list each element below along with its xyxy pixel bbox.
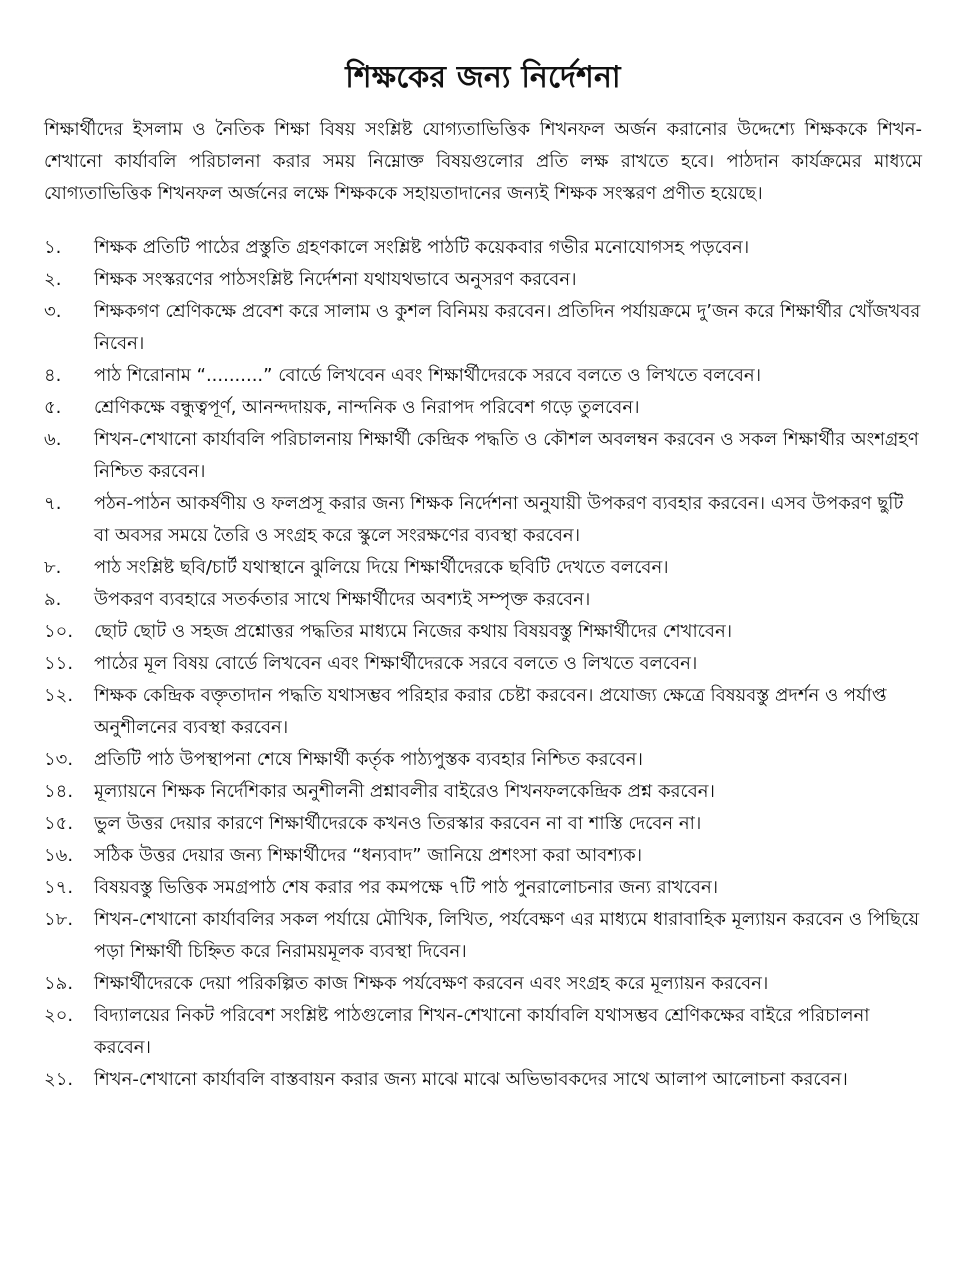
list-item [44, 808, 922, 840]
list-item-number: ১৫. [44, 813, 74, 834]
list-item-text: শিখন-শেখানো কার্যাবলির সকল পর্যায়ে মৌখিক, লিখিত, পর্যবেক্ষণ এর মাধ্যমে ধারাবাহিক মূল্যায়ন করবেন ও পিছিয়ে পড়া শিক্ষার্থী চিহ্নিত করে নিরাময়মূলক ব্যবস্থা দিবেন। [94, 909, 920, 962]
list-item-text: পঠন-পাঠন আকর্ষণীয় ও ফলপ্রসূ করার জন্য শিক্ষক নির্দেশনা অনুযায়ী উপকরণ ব্যবহার করবেন। এসব উপকরণ ছুটি বা অবসর সময়ে তৈরি ও সংগ্রহ করে স্কুলে সংরক্ষণের ব্যবস্থা করবেন। [94, 493, 904, 546]
intro-paragraph: শিক্ষার্থীদের ইসলাম ও নৈতিক শিক্ষা বিষয় সংশ্লিষ্ট যোগ্যতাভিত্তিক শিখনফল অর্জন করানোর উদ্দেশ্যে শিক্ষককে শিখন-শেখানো কার্যাবলি পরিচালনা করার সময় নিম্নোক্ত বিষয়গুলোর প্রতি লক্ষ রাখতে হবে। পাঠদান কার্যক্রমের মাধ্যমে যোগ্যতাভিত্তিক শিখনফল অর্জনের লক্ষে শিক্ষককে সহায়তাদানের জন্যই শিক্ষক সংস্করণ প্রণীত হয়েছে। [44, 119, 922, 204]
list-item-number: ১৮. [44, 909, 74, 930]
list-item-number: ১১. [44, 653, 74, 674]
list-item-number: ১৩. [44, 749, 74, 770]
list-item [44, 296, 922, 360]
list-item-number: ৮. [44, 557, 62, 578]
list-item [44, 648, 922, 680]
list-item [44, 488, 922, 552]
instruction-list [44, 232, 922, 1096]
list-item-text: শিক্ষার্থীদেরকে দেয়া পরিকল্পিত কাজ শিক্ষক পর্যবেক্ষণ করবেন এবং সংগ্রহ করে মূল্যায়ন করবেন। [94, 973, 769, 994]
list-item-number: ২০. [44, 1005, 74, 1026]
list-item [44, 552, 922, 584]
list-item [44, 968, 922, 1000]
list-item-text: পাঠ সংশ্লিষ্ট ছবি/চার্ট যথাস্থানে ঝুলিয়ে দিয়ে শিক্ষার্থীদেরকে ছবিটি দেখতে বলবেন। [94, 557, 669, 578]
list-item-text: শিক্ষক কেন্দ্রিক বক্তৃতাদান পদ্ধতি যথাসম্ভব পরিহার করার চেষ্টা করবেন। প্রযোজ্য ক্ষেত্রে বিষয়বস্তু প্রদর্শন ও পর্যাপ্ত অনুশীলনের ব্যবস্থা করবেন। [94, 685, 887, 738]
list-item [44, 776, 922, 808]
list-item-text: ছোট ছোট ও সহজ প্রশ্নোত্তর পদ্ধতির মাধ্যমে নিজের কথায় বিষয়বস্তু শিক্ষার্থীদের শেখাবেন। [94, 621, 733, 642]
list-item-text: শিক্ষক প্রতিটি পাঠের প্রস্তুতি গ্রহণকালে সংশ্লিষ্ট পাঠটি কয়েকবার গভীর মনোযোগসহ পড়বেন। [94, 237, 750, 258]
page-title: শিক্ষকের জন্য নির্দেশনা [345, 60, 621, 95]
list-item [44, 840, 922, 872]
list-item-text: সঠিক উত্তর দেয়ার জন্য শিক্ষার্থীদের “ধন্যবাদ” জানিয়ে প্রশংসা করা আবশ্যক। [94, 845, 643, 866]
list-item-number: ৭. [44, 493, 62, 514]
list-item [44, 904, 922, 968]
list-item-text: শিখন-শেখানো কার্যাবলি বাস্তবায়ন করার জন্য মাঝে মাঝে অভিভাবকদের সাথে আলাপ আলোচনা করবেন। [94, 1069, 848, 1090]
list-item-number: ৫. [44, 397, 62, 418]
list-item-number: ১০. [44, 621, 74, 642]
list-item [44, 360, 922, 392]
list-item-number: ১৭. [44, 877, 74, 898]
list-item [44, 1064, 922, 1096]
list-item [44, 680, 922, 744]
list-item [44, 264, 922, 296]
list-item [44, 744, 922, 776]
list-item-text: মূল্যায়নে শিক্ষক নির্দেশিকার অনুশীলনী প্রশ্নাবলীর বাইরেও শিখনফলকেন্দ্রিক প্রশ্ন করবেন। [94, 781, 715, 802]
list-item-number: ২১. [44, 1069, 74, 1090]
list-item-number: ১৯. [44, 973, 74, 994]
list-item-number: ১. [44, 237, 62, 258]
list-item-text: বিষয়বস্তু ভিত্তিক সমগ্রপাঠ শেষ করার পর কমপক্ষে ৭টি পাঠ পুনরালোচনার জন্য রাখবেন। [94, 877, 719, 898]
list-item [44, 584, 922, 616]
list-item-text: বিদ্যালয়ের নিকট পরিবেশ সংশ্লিষ্ট পাঠগুলোর শিখন-শেখানো কার্যাবলি যথাসম্ভব শ্রেণিকক্ষের বাইরে পরিচালনা করবেন। [94, 1005, 870, 1058]
list-item-text: পাঠ শিরোনাম “..........” বোর্ডে লিখবেন এবং শিক্ষার্থীদেরকে সরবে বলতে ও লিখতে বলবেন। [94, 365, 762, 386]
list-item-text: পাঠের মূল বিষয় বোর্ডে লিখবেন এবং শিক্ষার্থীদেরকে সরবে বলতে ও লিখতে বলবেন। [94, 653, 698, 674]
list-item [44, 232, 922, 264]
list-item [44, 616, 922, 648]
list-item-number: ১২. [44, 685, 74, 706]
list-item [44, 392, 922, 424]
list-item-number: ৬. [44, 429, 62, 450]
list-item-text: ভুল উত্তর দেয়ার কারণে শিক্ষার্থীদেরকে কখনও তিরস্কার করবেন না বা শাস্তি দেবেন না। [94, 813, 702, 834]
list-item-number: ৯. [44, 589, 62, 610]
list-item-text: প্রতিটি পাঠ উপস্থাপনা শেষে শিক্ষার্থী কর্তৃক পাঠ্যপুস্তক ব্যবহার নিশ্চিত করবেন। [94, 749, 643, 770]
list-item-text: উপকরণ ব্যবহারে সতর্কতার সাথে শিক্ষার্থীদের অবশ্যই সম্পৃক্ত করবেন। [94, 589, 591, 610]
list-item-number: ৩. [44, 301, 62, 322]
list-item-text: শিক্ষক সংস্করণের পাঠসংশ্লিষ্ট নির্দেশনা যথাযথভাবে অনুসরণ করবেন। [94, 269, 577, 290]
list-item-text: শিখন-শেখানো কার্যাবলি পরিচালনায় শিক্ষার্থী কেন্দ্রিক পদ্ধতি ও কৌশল অবলম্বন করবেন ও সকল শিক্ষার্থীর অংশগ্রহণ নিশ্চিত করবেন। [94, 429, 919, 482]
list-item-number: ১৪. [44, 781, 74, 802]
list-item-text: শিক্ষকগণ শ্রেণিকক্ষে প্রবেশ করে সালাম ও কুশল বিনিময় করবেন। প্রতিদিন পর্যায়ক্রমে দু’জন করে শিক্ষার্থীর খোঁজখবর নিবেন। [94, 301, 921, 354]
list-item-number: ৪. [44, 365, 62, 386]
list-item [44, 1000, 922, 1064]
list-item-number: ১৬. [44, 845, 74, 866]
list-item-number: ২. [44, 269, 62, 290]
list-item [44, 424, 922, 488]
list-item-text: শ্রেণিকক্ষে বন্ধুত্বপূর্ণ, আনন্দদায়ক, নান্দনিক ও নিরাপদ পরিবেশ গড়ে তুলবেন। [94, 397, 640, 418]
list-item [44, 872, 922, 904]
